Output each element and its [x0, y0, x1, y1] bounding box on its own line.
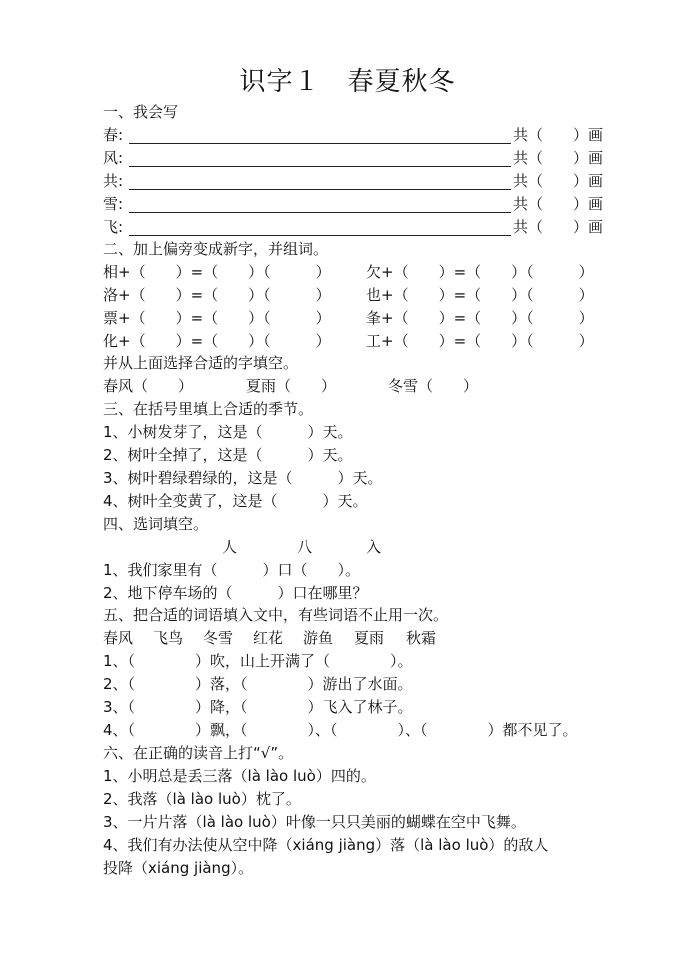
fill-item: 夏雨（ ）	[246, 377, 337, 395]
word-bank-item: 春风	[103, 629, 134, 647]
question-item: 4、（ ）飘，（ ）、（ ）、（ ）都不见了。	[103, 721, 578, 739]
question-item: 2、树叶全掉了，这是（ ）天。	[103, 446, 353, 464]
question-item: 1、小树发芽了，这是（ ）天。	[103, 423, 353, 441]
write-row	[103, 217, 603, 237]
write-char: 共:	[103, 172, 124, 190]
write-line	[129, 212, 511, 213]
fill-item: 春风（ ）	[103, 377, 194, 395]
question-item: 3、树叶碧绿碧绿的，这是（ ）天。	[103, 469, 383, 487]
page-title: 识字１ 春夏秋冬	[239, 67, 456, 97]
question-item: 2、（ ）落，（ ）游出了水面。	[103, 675, 413, 693]
fill-item: 冬雪（ ）	[388, 377, 479, 395]
write-line	[129, 189, 511, 190]
question-item: 4、我们有办法使从空中降（xiáng jiàng）落（là lào luò）的敌人	[103, 836, 549, 854]
stroke-count: 共（ ）画	[512, 126, 603, 144]
section-1-heading: 一、我会写	[103, 103, 179, 121]
radical-item: 欠+（ ）=（ ）（ ）	[366, 263, 594, 281]
write-char: 飞:	[103, 218, 124, 236]
word-option: 人	[222, 538, 238, 556]
write-row	[103, 171, 603, 191]
write-char: 春:	[103, 126, 124, 144]
radical-item: 也+（ ）=（ ）（ ）	[366, 286, 594, 304]
word-bank-item: 冬雪	[203, 629, 234, 647]
section-5-heading: 五、把合适的词语填入文中，有些词语不止用一次。	[103, 606, 449, 624]
word-bank-item: 红花	[253, 629, 284, 647]
word-bank-item: 游鱼	[303, 629, 334, 647]
word-option: 入	[366, 538, 382, 556]
question-item: 1、小明总是丢三落（là lào luò）四的。	[103, 767, 376, 785]
stroke-count: 共（ ）画	[512, 218, 603, 236]
question-item: 投降（xiáng jiàng）。	[103, 859, 254, 877]
radical-item: 相+（ ）=（ ）（ ）	[103, 263, 331, 281]
stroke-count: 共（ ）画	[512, 149, 603, 167]
write-char: 雪:	[103, 195, 124, 213]
section-2-heading: 二、加上偏旁变成新字，并组词。	[103, 240, 329, 258]
write-row	[103, 125, 603, 145]
stroke-count: 共（ ）画	[512, 172, 603, 190]
fill-instruction: 并从上面选择合适的字填空。	[103, 354, 299, 372]
write-row	[103, 148, 603, 168]
radical-item: 夆+（ ）=（ ）（ ）	[366, 309, 594, 327]
question-item: 4、树叶全变黄了，这是（ ）天。	[103, 492, 368, 510]
word-option: 八	[297, 538, 313, 556]
write-row	[103, 194, 603, 214]
question-item: 1、（ ）吹，山上开满了（ ）。	[103, 652, 413, 670]
question-item: 1、我们家里有（ ）口（ ）。	[103, 561, 361, 579]
word-bank-item: 夏雨	[354, 629, 385, 647]
question-item: 2、我落（là lào luò）枕了。	[103, 790, 301, 808]
radical-item: 票+（ ）=（ ）（ ）	[103, 309, 331, 327]
write-char: 风:	[103, 149, 124, 167]
radical-item: 化+（ ）=（ ）（ ）	[103, 332, 331, 350]
write-line	[129, 143, 511, 144]
write-line	[129, 235, 511, 236]
section-3-heading: 三、在括号里填上合适的季节。	[103, 400, 314, 418]
word-bank-item: 飞鸟	[153, 629, 184, 647]
write-line	[129, 166, 511, 167]
question-item: 3、一片片落（là lào luò）叶像一只只美丽的蝴蝶在空中飞舞。	[103, 813, 526, 831]
question-item: 3、（ ）降，（ ）飞入了林子。	[103, 698, 413, 716]
section-6-heading: 六、在正确的读音上打“√”。	[103, 744, 294, 762]
stroke-count: 共（ ）画	[512, 195, 603, 213]
radical-item: 工+（ ）=（ ）（ ）	[366, 332, 594, 350]
word-bank-item: 秋霜	[406, 629, 437, 647]
section-4-heading: 四、选词填空。	[103, 515, 209, 533]
radical-item: 洛+（ ）=（ ）（ ）	[103, 286, 331, 304]
question-item: 2、地下停车场的（ ）口在哪里？	[103, 584, 368, 602]
